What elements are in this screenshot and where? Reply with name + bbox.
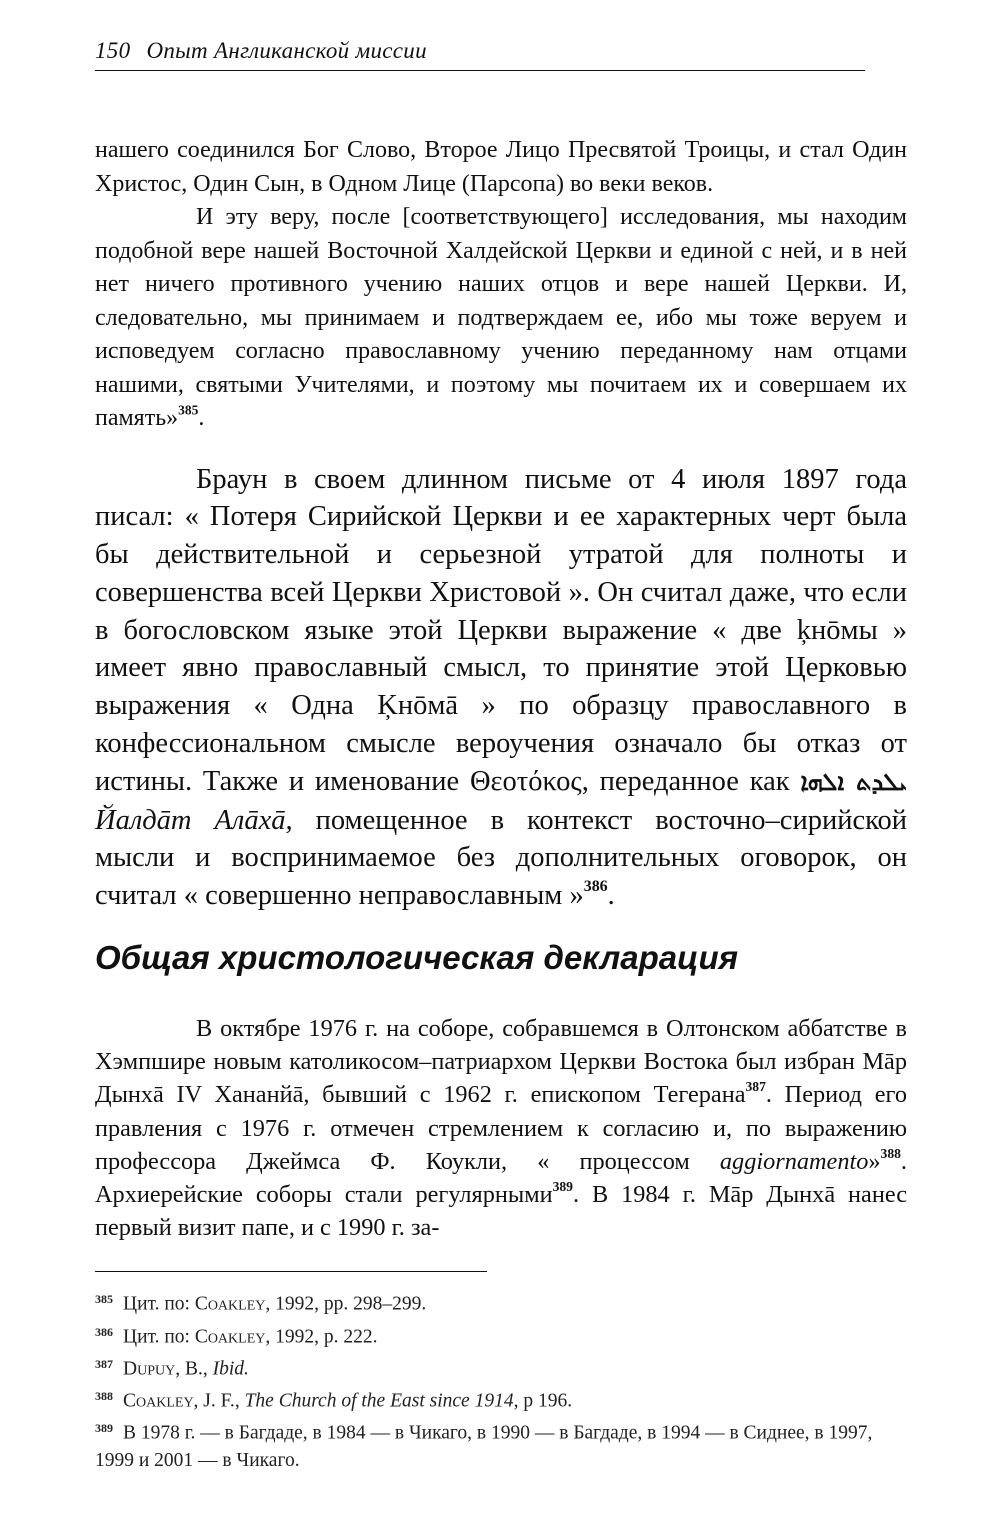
footnote-number: 388 xyxy=(95,1389,113,1404)
quote-paragraph-1 xyxy=(95,134,907,201)
footnote-number: 386 xyxy=(95,1324,113,1339)
quote-text-2: И эту веру, после [соответствующего] исследования, мы находим подобной вере нашей Восточной Халдейской Церкви и единой с ней, и в ней нет ничего противного учению наших отцов и вере нашей Церкви. И, следовательно, мы принимаем и подтверждаем ее, ибо мы тоже веруем и исповедуем согласно православному учению переданному нам отцами нашими, святыми Учителями, и поэтому мы почитаем их и совершаем их память» xyxy=(95,204,907,431)
footnotes xyxy=(95,1286,907,1475)
syriac-phrase: ܝܠܕܬ ܐܠܗܐ xyxy=(800,767,908,796)
footnote-385 xyxy=(95,1286,907,1318)
footnote-389 xyxy=(95,1415,907,1475)
council-text-2: . Период его правления с 1976 г. отмечен стремлением к согласию и, по выражению профессора Джеймса Ф. Коукли, « процессом xyxy=(95,1081,907,1175)
footnote-386 xyxy=(95,1319,907,1351)
footnote-text: Цит. по: xyxy=(123,1294,195,1316)
footnote-text: Цит. по: xyxy=(123,1326,195,1348)
brown-end: . xyxy=(607,880,615,912)
quote-end: . xyxy=(198,405,205,431)
footnote-number: 389 xyxy=(95,1421,113,1436)
council-paragraph xyxy=(95,1012,907,1244)
section-heading: Общая христологическая декларация xyxy=(95,939,739,977)
book-page xyxy=(95,30,907,1510)
footnote-text: , 1992, p. 222. xyxy=(265,1326,378,1348)
footnote-text: , xyxy=(234,1390,245,1412)
brown-paragraph-text xyxy=(95,461,907,916)
quote-text-1: нашего соединился Бог Слово, Второе Лицо Пресвятой Троицы, и стал Один Христос, Один Сын, в Одном Лице (Парсопа) во веки веков. xyxy=(95,137,907,197)
footnote-ref-386[interactable]: 386 xyxy=(583,878,608,896)
footnote-388 xyxy=(95,1383,907,1415)
running-head-title: Опыт Англиканской миссии xyxy=(146,38,427,63)
council-text-4: . В 1984 г. Мāр Дынхā нанес первый визит папе, и с 1990 г. за- xyxy=(95,1181,907,1242)
footnote-text: , xyxy=(202,1358,213,1380)
brown-text-2: помещенное в контекст восточно–сирийской мысли и воспринимаемое без дополнительных оговорок, он считал « совершенно неправославным » xyxy=(95,804,907,912)
footnote-author: Coakley xyxy=(194,1294,266,1316)
footnote-ref-389[interactable]: 389 xyxy=(552,1179,573,1195)
footnote-text: , 1992, pp. 298–299. xyxy=(265,1294,427,1316)
footnote-ref-385[interactable]: 385 xyxy=(178,402,199,418)
footnote-text: , p 196. xyxy=(513,1390,573,1412)
footnote-ref-388[interactable]: 388 xyxy=(880,1146,901,1161)
footnote-rule xyxy=(95,1271,487,1272)
footnote-author: Coakley, J. F. xyxy=(123,1390,235,1412)
running-head xyxy=(95,38,427,64)
footnote-author: Dupuy, B. xyxy=(123,1358,203,1380)
footnote-title: The Church of the East since 1914 xyxy=(244,1390,514,1412)
footnote-number: 387 xyxy=(95,1356,113,1371)
footnote-author: Coakley xyxy=(194,1326,266,1348)
header-rule xyxy=(95,70,865,71)
aggiornamento-term: aggiornamento xyxy=(719,1147,869,1175)
brown-text-1: Браун в своем длинном письме от 4 июля 1897 года писал: « Потеря Сирийской Церкви и ее характерных черт была бы действительной и серьезной утратой для полноты и совершенства всей Церкви Христовой ». Он считал даже, что если в богословском языке этой Церкви выражение « две ķнōмы » имеет явно православный смысл, то принятие этой Церковью выражения « Одна Ķнōмā » по образцу православного в конфессиональном смысле вероучения означало бы отказ от истины. Также и именование Θεοτόκος, переданное как xyxy=(95,463,907,797)
page-number: 150 xyxy=(95,38,131,63)
page-body xyxy=(95,134,907,1475)
transliteration: Йалдāт Алāхā, xyxy=(95,804,293,836)
footnote-title: Ibid. xyxy=(212,1358,249,1380)
council-text-1: В октябре 1976 г. на соборе, собравшемся в Олтонском аббатстве в Хэмпшире новым католикосом–патриархом Церкви Востока был избран Мāр Дынхā IV Хананйā, бывший с 1962 г. епископом Тегерана xyxy=(95,1015,907,1109)
council-text-3: . Архиерейские соборы стали регулярными xyxy=(95,1147,907,1209)
brown-paragraph xyxy=(95,461,907,916)
quote-paragraph-2 xyxy=(95,201,907,436)
quote-block xyxy=(95,134,907,436)
council-paragraph-text xyxy=(95,1012,907,1244)
close-quote: » xyxy=(868,1147,881,1175)
footnote-387 xyxy=(95,1351,907,1383)
footnote-text: В 1978 г. — в Багдаде, в 1984 — в Чикаго, в 1990 — в Багдаде, в 1994 — в Сиднее, в 1997, 1999 и 2001 — в Чикаго. xyxy=(95,1422,873,1472)
footnote-number: 385 xyxy=(95,1292,113,1307)
footnote-ref-387[interactable]: 387 xyxy=(745,1079,766,1095)
